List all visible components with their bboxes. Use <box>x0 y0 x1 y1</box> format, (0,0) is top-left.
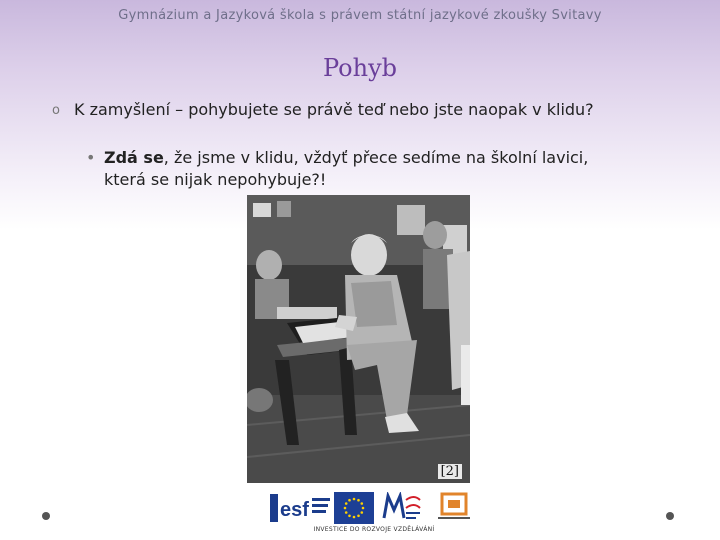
decorative-dot-right <box>666 512 674 520</box>
bullet-question-text: K zamyšlení – pohybujete se právě teď nebo jste naopak v klidu? <box>74 100 594 119</box>
bullet-answer-text <box>86 147 626 191</box>
eu-flag-logo <box>334 492 374 524</box>
esf-logo <box>270 492 332 524</box>
funding-logos-strip <box>268 490 480 538</box>
slide-title: Pohyb <box>322 54 397 82</box>
decorative-dot-left <box>42 512 50 520</box>
svg-text:esf: esf <box>280 499 309 521</box>
bullet-marker-dot: • <box>86 148 96 167</box>
logo-caption: INVESTICE DO ROZVOJE VZDĚLÁVÁNÍ <box>313 526 435 533</box>
bullet-question <box>52 100 632 120</box>
eu-stars-icon <box>342 496 366 520</box>
classroom-photo <box>247 195 470 483</box>
bullet-answer <box>86 147 626 191</box>
photo-caption: [2] <box>438 464 462 479</box>
msmt-logo <box>380 492 424 524</box>
op-vk-logo <box>432 492 476 524</box>
bullet-answer-bold: Zdá se <box>104 148 164 167</box>
school-header: Gymnázium a Jazyková škola s právem státní jazykové zkoušky Svitavy <box>118 8 602 23</box>
bullet-answer-rest: , že jsme v klidu, vždyť přece sedíme na školní lavici, která se nijak nepohybuje?! <box>104 148 589 189</box>
bullet-marker-circle: o <box>52 103 60 118</box>
classroom-photo-illustration <box>247 195 470 483</box>
